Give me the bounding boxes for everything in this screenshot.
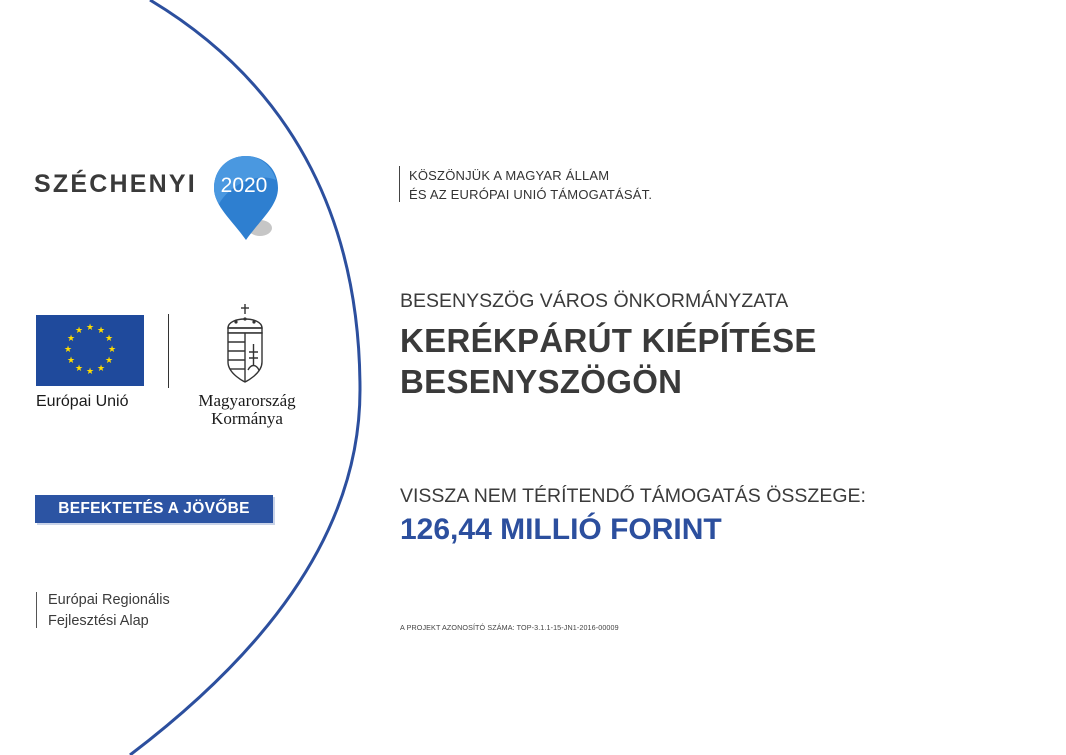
svg-text:★: ★ [74,364,84,374]
svg-text:★: ★ [85,367,95,377]
beneficiary: BESENYSZÖG VÁROS ÖNKORMÁNYZATA [400,290,789,312]
grant-label: VISSZA NEM TÉRÍTENDŐ TÁMOGATÁS ÖSSZEGE: [400,485,866,507]
project-title-line2: BESENYSZÖGÖN [400,363,683,400]
svg-text:★: ★ [107,345,117,355]
svg-text:★: ★ [85,323,95,333]
eu-flag-icon [36,315,144,386]
svg-text:★: ★ [96,364,106,374]
logo-divider [168,314,169,388]
fund-divider [36,592,37,628]
project-title [400,320,817,402]
svg-text:★: ★ [63,345,73,355]
svg-text:★: ★ [74,326,84,336]
svg-text:★: ★ [66,356,76,366]
project-title-line1: KERÉKPÁRÚT KIÉPÍTÉSE [400,322,817,359]
grant-amount: 126,44 MILLIÓ FORINT [400,513,722,546]
svg-text:★: ★ [96,326,106,336]
szechenyi-year: 2020 [220,174,268,197]
thanks-text [409,166,652,204]
thanks-line1: KÖSZÖNJÜK A MAGYAR ÁLLAM [409,168,610,183]
fund-label [48,590,170,632]
map-pin-icon [210,154,282,242]
eu-label: Európai Unió [36,393,129,410]
svg-text:★: ★ [104,334,114,344]
project-id: A PROJEKT AZONOSÍTÓ SZÁMA: TOP-3.1.1-15-JN1-2016-00009 [400,623,619,632]
invest-banner: BEFEKTETÉS A JÖVŐBE [35,495,273,523]
svg-text:★: ★ [66,334,76,344]
thanks-divider [399,166,400,202]
thanks-line2: ÉS AZ EURÓPAI UNIÓ TÁMOGATÁSÁT. [409,187,653,202]
fund-label-line2: Fejlesztési Alap [48,613,149,629]
szechenyi-logo-text: SZÉCHENYI [34,170,197,198]
government-label-line2: Kormánya [211,409,283,428]
government-label-line1: Magyarország [198,391,296,410]
svg-text:★: ★ [104,356,114,366]
coat-of-arms-icon [218,302,272,388]
fund-label-line1: Európai Regionális [48,592,170,608]
government-label [172,392,322,428]
